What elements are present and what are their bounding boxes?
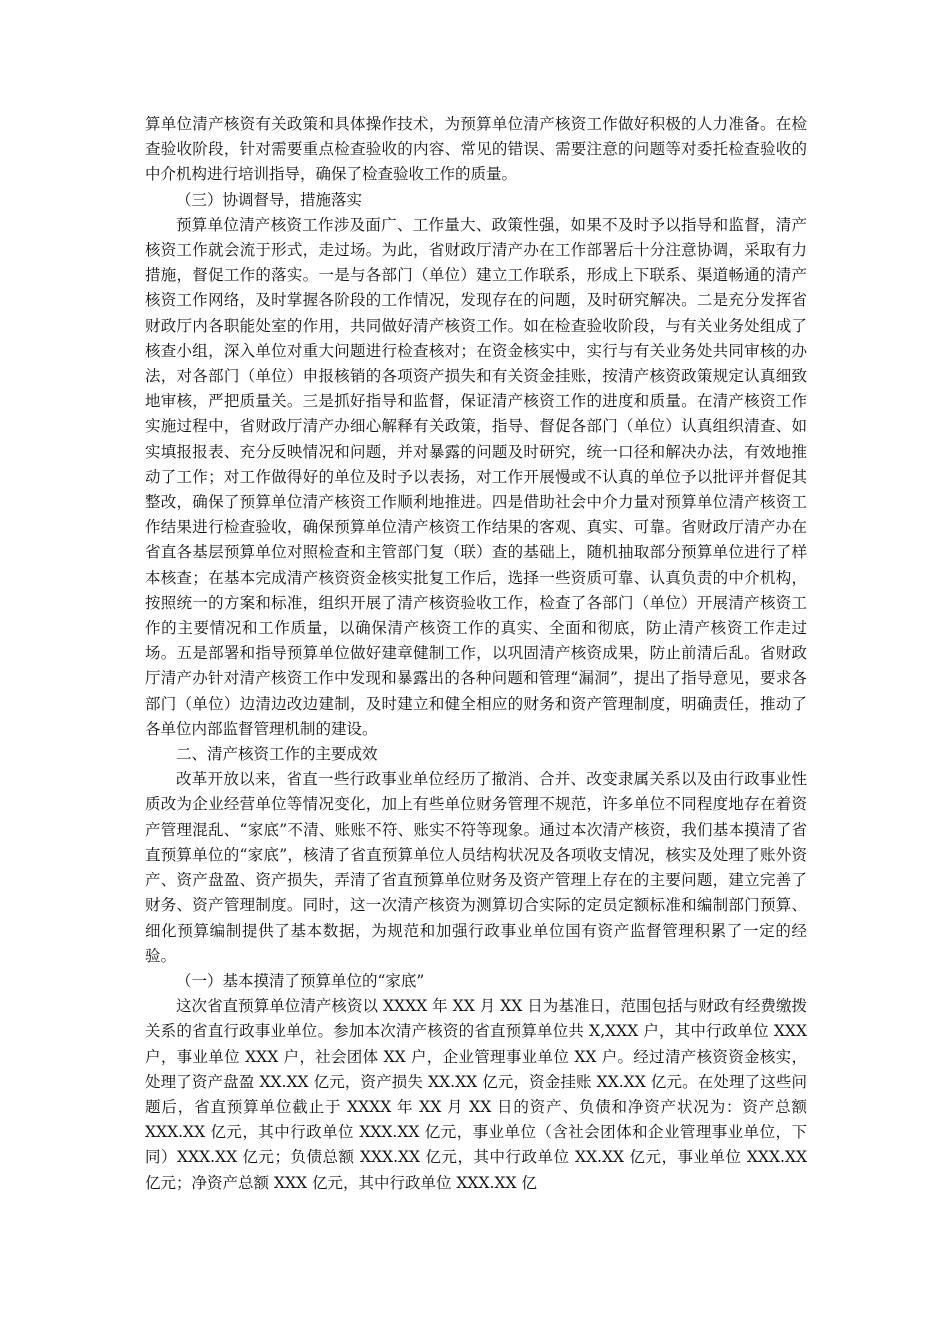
section-heading-family-assets: （一）基本摸清了预算单位的“家底” (176, 971, 425, 990)
section-heading-main-results: 二、清产核资工作的主要成效 (176, 745, 378, 764)
document-page (145, 112, 807, 1196)
paragraph-continuation: 算单位清产核资有关政策和具体操作技术，为预算单位清产核资工作做好积极的人力准备。在检查验收阶段，针对需要重点检查验收的内容、常见的错误、需要注意的问题等对委托检查验收的中介机构进行培训指导，确保了检查验收工作的质量。 (145, 115, 807, 184)
paragraph-family-assets: 这次省直预算单位清产核资以 XXXX 年 XX 月 XX 日为基准日，范围包括与财政有经费缴拨关系的省直行政事业单位。参加本次清产核资的省直预算单位共 X,XXX 户，其中行政单位 XXX 户，事业单位 XXX 户，社会团体 XX 户，企业管理事业单位 XX 户。经过清产核资资金核实，处理了资产盘盈 XX.XX 亿元，资产损失 XX.XX 亿元，资金挂账 XX.XX 亿元。在处理了这些问题后，省直预算单位截止于 XXXX 年 XX 月 XX 日的资产、负债和净资产状况为：资产总额 XXX.XX 亿元，其中行政单位 XXX.XX 亿元，事业单位（含社会团体和企业管理事业单位，下同）XXX.XX 亿元；负债总额 XXX.XX 亿元，其中行政单位 XX.XX 亿元，事业单位 XXX.XX 亿元；净资产总额 XXX 亿元，其中行政单位 XXX.XX 亿 (145, 997, 807, 1192)
paragraph-coordination: 预算单位清产核资工作涉及面广、工作量大、政策性强，如果不及时予以指导和监督，清产核资工作就会流于形式，走过场。为此，省财政厅清产办在工作部署后十分注意协调，采取有力措施，督促工作的落实。一是与各部门（单位）建立工作联系，形成上下联系、渠道畅通的清产核资工作网络，及时掌握各阶段的工作情况，发现存在的问题，及时研究解决。二是充分发挥省财政厅内各职能处室的作用，共同做好清产核资工作。如在检查验收阶段，与有关业务处组成了核查小组，深入单位对重大问题进行检查核对；在资金核实中，实行与有关业务处共同审核的办法，对各部门（单位）申报核销的各项资产损失和有关资金挂账，按清产核资政策规定认真细致地审核，严把质量关。三是抓好指导和监督，保证清产核资工作的进度和质量。在清产核资工作实施过程中，省财政厅清产办细心解释有关政策，指导、督促各部门（单位）认真组织清查、如实填报报表、充分反映情况和问题，并对暴露的问题及时研究，统一口径和解决办法，有效地推动了工作；对工作做得好的单位及时予以表扬，对工作开展慢或不认真的单位予以批评并督促其整改，确保了预算单位清产核资工作顺利地推进。四是借助社会中介力量对预算单位清产核资工作结果进行检查验收，确保预算单位清产核资工作结果的客观、真实、可靠。省财政厅清产办在省直各基层预算单位对照检查和主管部门复（联）查的基础上，随机抽取部分预算单位进行了样本核查；在基本完成清产核资资金核实批复工作后，选择一些资质可靠、认真负责的中介机构，按照统一的方案和标准，组织开展了清产核资验收工作，检查了各部门（单位）开展清产核资工作的主要情况和工作质量，以确保清产核资工作的真实、全面和彻底，防止清产核资工作走过场。五是部署和指导预算单位做好建章健制工作，以巩固清产核资成果，防止前清后乱。省财政厅清产办针对清产核资工作中发现和暴露出的各种问题和管理“漏洞”，提出了指导意见，要求各部门（单位）边清边改边建制，及时建立和健全相应的财务和资产管理制度，明确责任，推动了各单位内部监督管理机制的建设。 (145, 215, 807, 738)
section-heading-coordination: （三）协调督导，措施落实 (176, 190, 363, 209)
paragraph-main-results: 改革开放以来，省直一些行政事业单位经历了撤消、合并、改变隶属关系以及由行政事业性质改为企业经营单位等情况变化，加上有些单位财务管理不规范，许多单位不同程度地存在着资产管理混乱、“家底”不清、账账不符、账实不符等现象。通过本次清产核资，我们基本摸清了省直预算单位的“家底”，核清了省直预算单位人员结构状况及各项收支情况，核实及处理了账外资产、资产盘盈、资产损失，弄清了省直预算单位财务及资产管理上存在的主要问题，建立完善了财务、资产管理制度。同时，这一次清产核资为测算切合实际的定员定额标准和编制部门预算、细化预算编制提供了基本数据，为规范和加强行政事业单位国有资产监督管理积累了一定的经验。 (145, 770, 807, 965)
